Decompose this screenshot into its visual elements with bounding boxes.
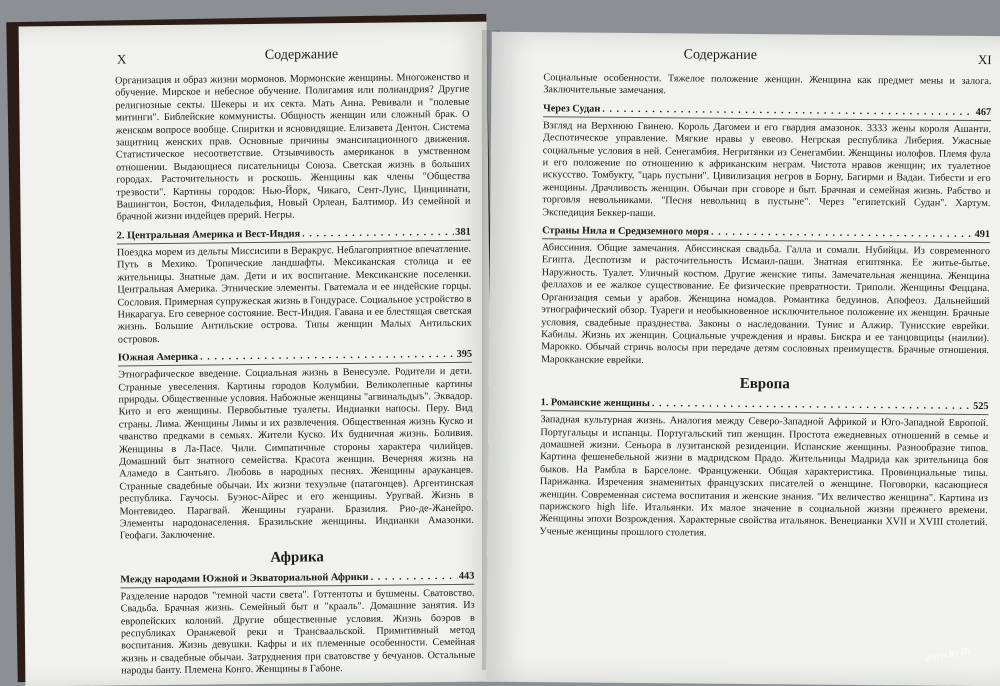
left-page-header (115, 46, 469, 76)
toc-entry-description: Абиссиния. Общие замечания. Абиссинская свадьба. Галла и сомали. Нубийцы. Из современного Египта. Деспотизм и расточительность Исмаил-паши. Знатная египтянка. Ее житье-бытье. Наружность. Туалет. Уличный костюм. Другие женские типы. Замечательная женщина. Женщина феллахов и ее жалкое существование. Ее физические превратности. Триполи. Женщины Феццана. Организация семьи у арабов. Женщина номадов. Романтика бедуинов. Апофеоз. Дальнейший этнографический обзор. Туареги и необыкновенное исключительное положение их женщин. Брачные условия, свадебные празднества. Законы о наследовании. Тунис и Алжир. Тунисские еврейки. Кабилы. Жизнь их женщин. Социальные учреждения и нравы. Бискра и ее танцовщицы (наилии). Марокко. Обычай стричь волосы при передаче детям сословных преимуществ. Брачные отношения. Марокканские еврейки. (540, 242, 990, 366)
toc-entry-sudan (543, 103, 991, 121)
toc-entry-romance-women (541, 397, 989, 415)
left-page (19, 22, 494, 686)
toc-entry-title: Южная Америка (117, 351, 199, 364)
toc-entry-description: Взгляд на Верхнюю Гвинею. Король Дагомеи и его гвардия амазонок. 3333 жены короля Ашанти. Деспотическое управление. Мягкие нравы у евеово. Негрская республика Либерия. Ужасные социальные условия в ней. Сенегамбия. Негритянки из Сенегамбии. Женщины иолофов. Племя фула и его положение по отношению к африканским неграм. Чистота нравов женщин; их туалетное искусство. Томбукту, "царь пустыни". Цивилизация негров в Борну, Багирми и Вадаи. Тибести и его женщины. Драчливость женщин. Обычаи при сговоре и быт. Брачная и семейная жизнь. Рабство и торговля невольниками. "Песня невольниц в пустыне". Через "египетский Судан". Хартум. Экспедиция Беккер-паши. (542, 120, 992, 219)
toc-entry-south-america (118, 349, 472, 367)
toc-entry-page: 443 (458, 570, 475, 582)
right-page-header (543, 46, 991, 76)
toc-leader-dots (200, 349, 455, 363)
section-heading-africa: Африка (270, 549, 324, 566)
toc-entry-page: 467 (975, 106, 992, 118)
toc-entry-description: Этнографическое введение. Социальная жизнь в Венесуэле. Родители и дети. Странные увеселения. Картины городов Колумбии. Великолепные картины природы. Общественные условия. Набожные женщины "агвинальдыъ". Эквадор. Кито и его женщины. Первобытные туалеты. Индианки напосы. Перу. Вид страны. Лима. Женщины Лимы и их развлечения. Общественная жизнь Куско и чванство предками в семьях. Жители Куско. Их будничная жизнь. Боливия. Женщины в Ла-Пасе. Чили. Симпатичные стороны характера чилийцев. Домашний быт знатного семейства. Красота женщин. Вечерняя жизнь на Аламедо в Сантьяго. Любовь в народных песнях. Женщины арауканцев. Странные свадебные обычаи. Их жизни техуэльче (патагонцев). Аргентинская республика. Гаучосы. Буэнос-Айрес и его женщины. Уругвай. Жизнь в Монтевидео. Парагвай. Женщины гуарани. Бразилия. Рио-де-Жанейро. Элементы народонаселения. Бразильские женщины. Индианки Амазонки. Геофаги. Заключение. (118, 365, 474, 542)
toc-entry-description: Западная культурная жизнь. Аналогия между Северо-Западной Африкой и Юго-Западной Европой. Португальцы и испанцы. Португальский тип женщин. Простота ежедневных отношений в семье и домашней жизни. Сеньора в лузитанской резиденции. Испанские женщины. Разнообразие типов. Картина фешенебельной жизни в мадридском Прадо. Жительницы Мадрида как зрительница боя быков. На Рамбла в Барселоне. Француженки. Общая характеристика. Провинциальные типы. Парижанка. Изречения знаменитых французских писателей о женщине. Поговорки, касающиеся женщин. Современная система воспитания и женские знания. "Их величество женщина". Картина из парижского high life. Итальянки. Их малое значение в социальной жизни прежнего времени. Женщины эпохи Возрождения. Характерные свойства итальянок. Венецианки XVII и XVIII столетий. Ученые женщины прошлого столетия. (539, 414, 989, 539)
toc-entry-page: 491 (974, 229, 991, 241)
toc-entry-description: Поездка морем из дельты Миссисипи в Веракрус. Неблагоприятное впечатление. Путь в Мехико. Тропические ландшафты. Мексиканская столица и ее жительницы. Знатные дам. Дети и их воспитание. Мексиканские поселенки. Центральная Америка. Этнические элементы. Гватемала и ее индейские горцы. Сословия. Примерная супружеская жизнь в Гондурасе. Социальное устройство в Никарагуа. Его северное состояние. Вест-Индия. Гавана и ее блестящая светская жизнь. Большие Антильские острова. Типы женщин Малых Антильских островов. (116, 243, 472, 346)
toc-leader-dots (302, 227, 453, 240)
toc-entry-description: Разделение народов "темной части света". Готтентоты и бушмены. Сватовство. Свадьба. Брачная жизнь. Семейный быт и "крааль". Домашние занятия. Из европейских колоний. Другие общественные условия. Жизнь боэров в республиках Оранжевой реки и Трансваальской. Примитивный метод воспитания. Жизнь девушки. Кафры и их племенные особенности. Семейная жизнь и свадебные обычаи. Затруднения при сватовстве у бечуанов. Остальные народы банту. Племена Конго. Женщины в Габоне. (120, 587, 476, 677)
toc-entry-south-africa (120, 571, 474, 589)
left-intro-text: Организация и образ жизни мормонов. Мормонские женщины. Многоженство и обучение. Мирское и небесное обучение. Полигамия или полиандрия? Другие религиозные секты. Шекеры и их секта. Мать Анна. Ревивали и "полевые митинги". Библейские коммунисты. Общность женщин или сложный брак. О женском вопросе вообще. Спиритки и ясновидящие. Елизавета Дентон. Система защитниц женских прав. Основные причины эмансипационного движения. Статистическое несоответствие. Отзывчивость американок в умственном отношении. Выдающиеся писательницы Союза. Светская жизнь в больших городах. Расточительность и роскошь. Женщины как члены "Общества трезвости". Картины городов: Нью-Йорк, Чикаго, Сент-Луис, Цинциннати, Вашингтон, Бостон, Филадельфия, Новый Орлеан, Балтимор. Из семейной и брачной жизни индейцев прерий. Негры. (115, 71, 471, 223)
toc-entry-nile-mediterranean (542, 225, 990, 243)
toc-entry-title: Через Судан (543, 103, 601, 115)
toc-leader-dots (602, 104, 974, 118)
right-page-title: Содержание (683, 47, 758, 64)
right-page (486, 32, 1000, 686)
watermark: www.ay.by (924, 644, 973, 665)
toc-entry-title: 1. Романские женщины (540, 397, 650, 410)
toc-entry-page: 381 (455, 226, 471, 238)
toc-leader-dots (652, 398, 971, 412)
left-page-title: Содержание (264, 47, 339, 63)
toc-entry-central-america (117, 227, 471, 245)
left-page-number: X (116, 51, 127, 67)
right-page-number: XI (977, 51, 992, 68)
toc-entry-page: 395 (456, 348, 473, 361)
toc-entry-title: Страны Нила и Средиземного моря (542, 225, 710, 238)
toc-leader-dots (370, 571, 456, 583)
toc-entry-title: Между народами Южной и Экваториальной Африки (120, 571, 369, 586)
right-intro-text: Социальные особенности. Тяжелое положение женщин. Женщина как предмет мены и залога. Заключительные замечания. (543, 72, 992, 97)
toc-leader-dots (711, 227, 973, 240)
section-heading-europe: Европа (739, 376, 790, 393)
toc-entry-title: 2. Центральная Америка и Вест-Индия (116, 228, 301, 242)
toc-entry-page: 525 (973, 401, 989, 413)
